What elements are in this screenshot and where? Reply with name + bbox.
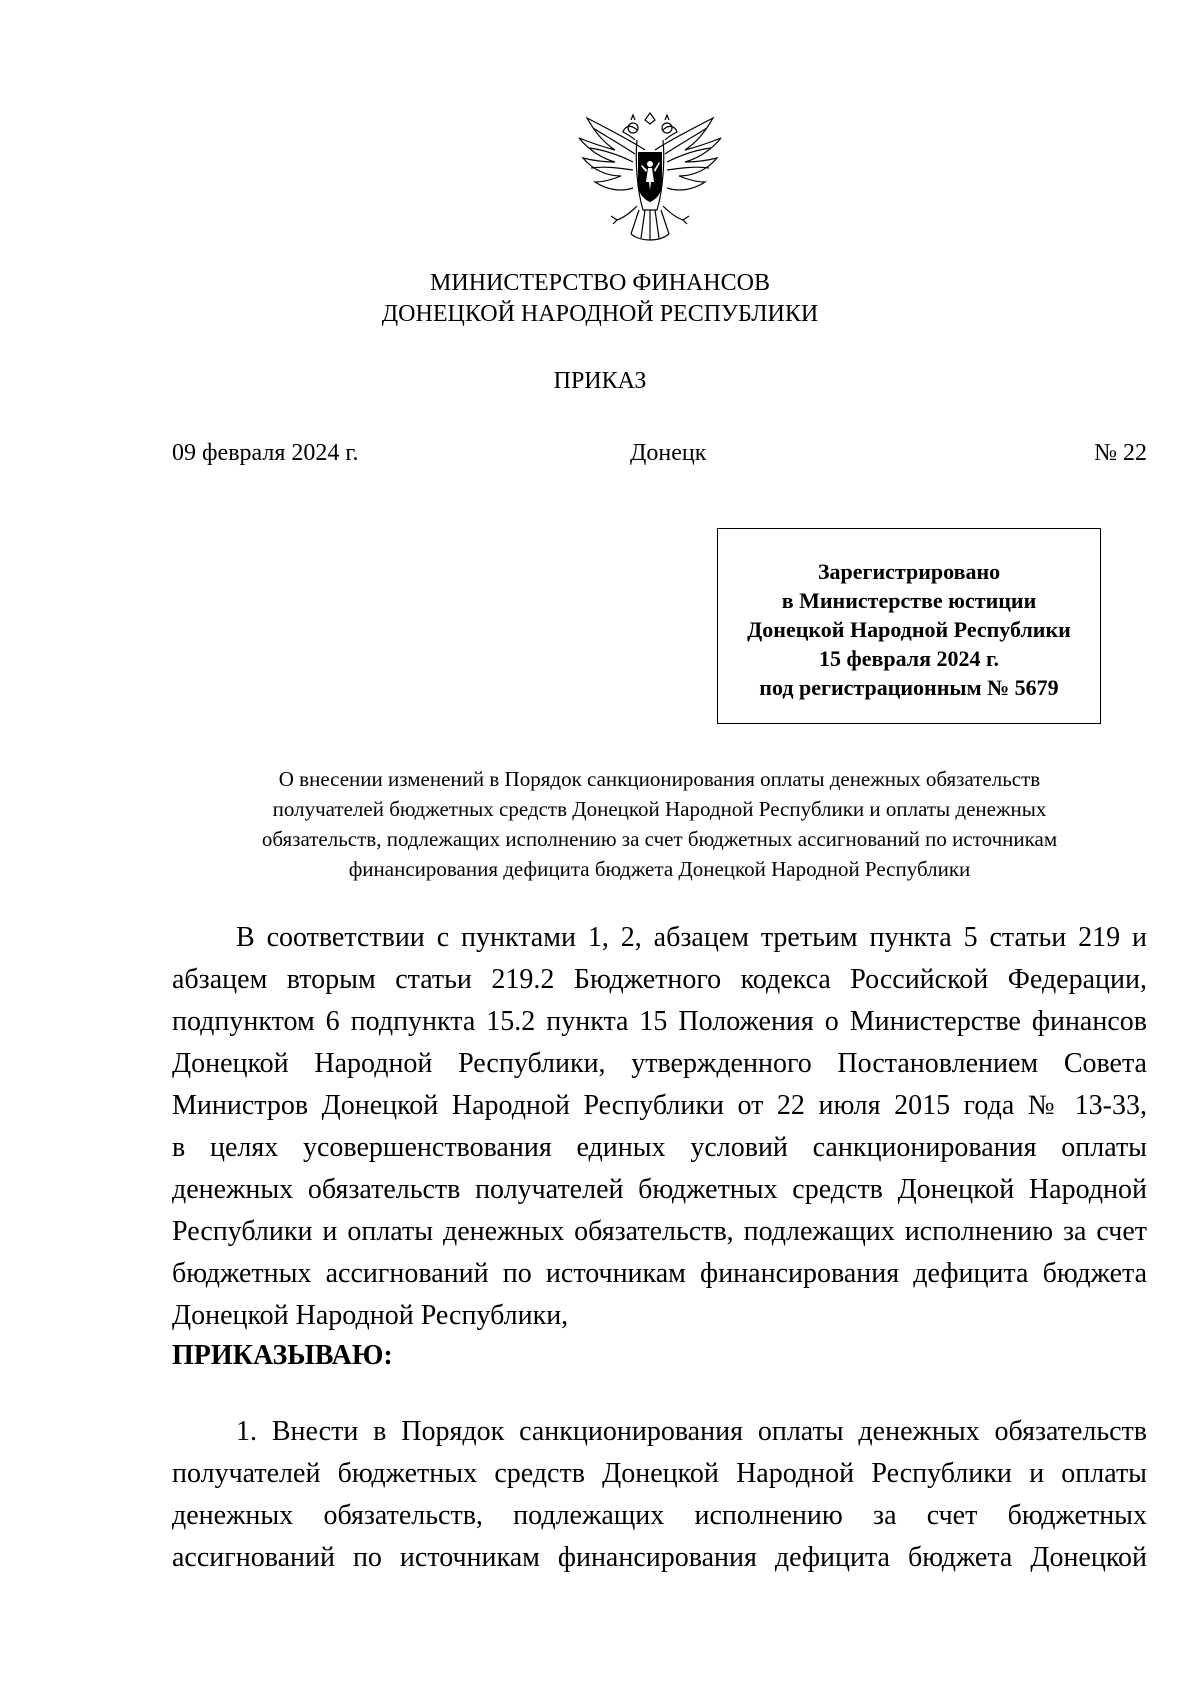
- registration-line5: под регистрационным № 5679: [759, 675, 1059, 700]
- preamble-line: Республики и оплаты денежных обязательств, подлежащих исполнению за счет: [172, 1216, 1147, 1247]
- preamble-line: В соответствии с пунктами 1, 2, абзацем третьим пункта 5 статьи 219 и: [236, 922, 1147, 953]
- preamble-line: в целях усовершенствования единых условий санкционирования оплаты: [172, 1132, 1147, 1163]
- order-number: № 22: [1094, 440, 1147, 466]
- preamble-line: Донецкой Народной Республики, утвержденного Постановлением Совета: [172, 1048, 1147, 1079]
- order-subject: [172, 764, 1147, 884]
- preamble-line: денежных обязательств получателей бюджетных средств Донецкой Народной: [172, 1174, 1147, 1205]
- point-line: денежных обязательств, подлежащих исполнению за счет бюджетных: [172, 1500, 1147, 1531]
- registration-line3: Донецкой Народной Республики: [747, 617, 1071, 642]
- preamble-line: Донецкой Народной Республики,: [172, 1300, 569, 1331]
- registration-line2: в Министерстве юстиции: [781, 588, 1037, 613]
- preamble-line: Министров Донецкой Народной Республики от 22 июля 2015 года № 13-33,: [172, 1090, 1147, 1121]
- point-line: получателей бюджетных средств Донецкой Народной Республики и оплаты: [172, 1458, 1147, 1489]
- order-meta-row: [172, 440, 1147, 472]
- ministry-name-line2: ДОНЕЦКОЙ НАРОДНОЙ РЕСПУБЛИКИ: [381, 301, 819, 327]
- subject-line4: финансирования дефицита бюджета Донецкой Народной Республики: [348, 857, 971, 881]
- preamble-line: бюджетных ассигнований по источникам финансирования дефицита бюджета: [172, 1258, 1147, 1289]
- point-line: ассигнований по источникам финансирования дефицита бюджета Донецкой: [172, 1542, 1147, 1573]
- order-title: ПРИКАЗ: [553, 368, 647, 394]
- registration-stamp: [717, 528, 1101, 724]
- registration-line1: Зарегистрировано: [817, 559, 1001, 584]
- subject-line1: О внесении изменений в Порядок санкционирования оплаты денежных обязательств: [278, 767, 1041, 791]
- ministry-header: [0, 268, 1200, 330]
- subject-line3: обязательств, подлежащих исполнению за счет бюджетных ассигнований по источникам: [261, 827, 1058, 851]
- preamble-line: абзацем вторым статьи 219.2 Бюджетного кодекса Российской Федерации,: [172, 964, 1147, 995]
- registration-line4: 15 февраля 2024 г.: [818, 646, 1000, 671]
- subject-line2: получателей бюджетных средств Донецкой Народной Республики и оплаты денежных: [272, 797, 1047, 821]
- order-date: 09 февраля 2024 г.: [172, 440, 359, 466]
- order-city: Донецк: [630, 440, 707, 466]
- point-line: 1. Внести в Порядок санкционирования оплаты денежных обязательств: [236, 1416, 1147, 1447]
- coat-of-arms-emblem: [575, 110, 725, 255]
- order-heading: ПРИКАЗЫВАЮ:: [172, 1340, 393, 1371]
- ministry-name-line1: МИНИСТЕРСТВО ФИНАНСОВ: [430, 270, 770, 296]
- preamble-line: подпунктом 6 подпункта 15.2 пункта 15 Положения о Министерстве финансов: [172, 1006, 1147, 1037]
